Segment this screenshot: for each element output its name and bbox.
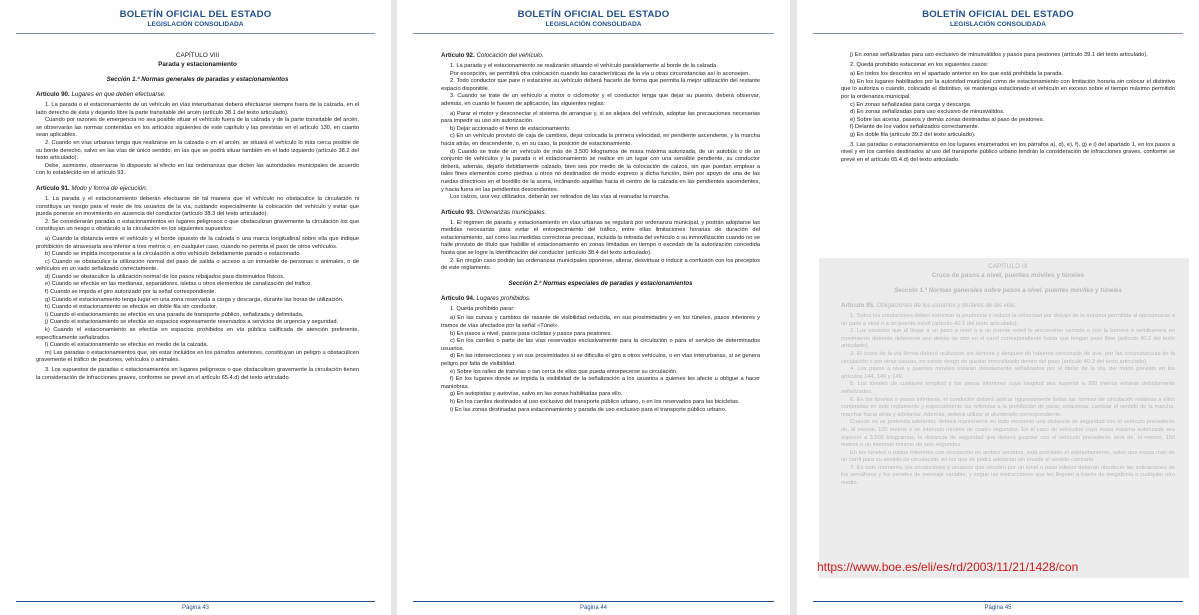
article-title: Lugares prohibidos.	[476, 294, 531, 302]
article-heading	[441, 52, 760, 60]
article-number: Artículo 94.	[441, 294, 475, 302]
paragraph: Debe, asimismo, observarse lo dispuesto al efecto en las ordenanzas que dicten las autoridades municipales de acuerdo con lo establecido en el artículo 93.	[36, 162, 359, 177]
paragraph: 2. Todo conductor que pare o estacione su vehículo deberá hacerlo de forma que permita la mejor utilización del restante espacio disponible.	[441, 78, 760, 92]
list-item: g) En doble fila (artículo 39.2 del texto articulado).	[850, 131, 976, 138]
header-subtitle: LEGISLACIÓN CONSOLIDADA	[147, 21, 244, 28]
paragraph: Cuando no se pretenda adelantar, deberá mantenerse en todo momento una distancia de seguridad con el vehículo precedente de, al menos, 100 metros o un intervalo mínimo de cuatro segundos. En el caso de vehículos cuya masa máxima autorizada sea superior a 3.500 kilogramos, la distancia de seguridad que deberá guardar con el vehículo precedente será de, al menos, 150 metros o un intervalo mínimo de seis segundos.	[841, 419, 1175, 449]
list-item: e) Sobre los raíles de tranvías o tan cerca de ellos que pueda entorpecerse su circulación.	[450, 368, 678, 375]
list-item: a) En todos los descritos en el apartado anterior en los que está prohibida la parada.	[850, 71, 1064, 78]
article-number: Artículo 91.	[36, 184, 70, 192]
chapter-title: Parada y estacionamiento	[158, 61, 237, 68]
list-item: i) En las zonas destinadas para estacionamiento y parada de uso exclusivo para el transporte público urbano.	[450, 406, 727, 413]
paragraph: En los túneles o pasos inferiores con circulación en ambos sentidos, está prohibido el adelantamiento, salvo que exista más de un carril para su sentido de circulación, en los que se podrá adelantar sin invadir el sentido contrario.	[841, 449, 1175, 464]
list-item: h) Cuando el estacionamiento se efectúe en doble fila sin conductor.	[45, 304, 218, 311]
article-title: Obligaciones de los usuarios y titulares de las vías.	[876, 302, 1017, 309]
list-item: f) En los lugares donde se impida la visibilidad de la señalización a los usuarios a quienes les afecte u obligue a hacer maniobras.	[441, 376, 760, 390]
page-body	[841, 52, 1175, 258]
list-item: l) Cuando el estacionamiento se efectúe en medio de la calzada.	[45, 342, 209, 349]
section-heading: Sección 1.ª Normas generales de paradas y estacionamientos	[106, 76, 289, 83]
paragraph: Los calzos, una vez utilizados, deberán ser retirados de las vías al reanudar la marcha.	[450, 194, 670, 201]
paragraph: 3. El cruce de la vía férrea deberá realizarse sin demora y después de haberse cerciorado de que, por las circunstancias de la circulación o por otras causas, no existe riesgo de quedar inmovilizado dentro del paso (artículo 40.3 del texto articulado).	[841, 350, 1175, 365]
paragraph: 3. Los supuestos de paradas o estacionamientos en lugares peligrosos o que obstaculicen gravemente la circulación tienen la consideración de infracciones graves, conforme se prevé en el artículo 65.4.d) del texto articulado.	[36, 367, 359, 381]
paragraph: 2. Se considerarán paradas o estacionamientos en lugares peligrosos o que obstaculizan gravemente la circulación los que constituyan un riesgo u obstáculo a la circulación en los siguientes supuestos:	[36, 218, 359, 233]
page-body	[36, 46, 359, 595]
article-number: Artículo 90.	[36, 91, 70, 98]
list-item: a) En las curvas y cambios de rasante de visibilidad reducida, en sus proximidades y en los túneles, pasos inferiores y tramos de vías afectados por la señal «Túnel».	[441, 315, 760, 330]
paragraph: 1. Queda prohibido parar:	[450, 305, 515, 312]
page-header	[397, 9, 790, 29]
list-item: j) Cuando el estacionamiento se efectúe en espacios expresamente reservados a servicios de urgencia y seguridad.	[45, 319, 339, 326]
list-item: h) En los carriles destinados al uso exclusivo del transporte público urbano, o en los reservados para las bicicletas.	[450, 398, 740, 405]
section-heading: Sección 1.ª Normas generales sobre pasos a nivel, puentes móviles y túneles	[894, 287, 1122, 294]
article-heading	[841, 302, 1175, 310]
paragraph: 1. El régimen de parada y estacionamiento en vías urbanas se regulará por ordenanza municipal, y podrán adoptarse las medidas necesarias para evitar el entorpecimiento del tráfico, entre ellas limitaciones horarias de duración del estacionamiento, así como las medidas correctoras precisas, incluida la retirada del vehículo o su inmovilización cuando no se halle provisto de título que habilite el estacionamiento en zonas limitadas en tiempo o excedan de la autorización concedida hasta que se logre la identificación del conductor (artículo 38.4 del texto articulado).	[441, 219, 760, 257]
page-gutter	[790, 0, 797, 615]
page-number: Página 44	[579, 605, 608, 611]
footer-divider	[813, 601, 1183, 602]
header-divider	[413, 33, 774, 34]
list-item: a) Cuando la distancia entre el vehículo y el borde opuesto de la calzada o una marca longitudinal sobre ella que indique prohibición de atravesarla sea inferior a tres metros o, en cualquier caso, cuando no permita el paso de otros vehículos.	[36, 235, 359, 250]
header-subtitle: LEGISLACIÓN CONSOLIDADA	[950, 21, 1046, 28]
list-item: e) Cuando se efectúe en las medianas, separadores, isletas u otros elementos de canalización del tráfico.	[45, 281, 312, 288]
header-title: BOLETÍN OFICIAL DEL ESTADO	[922, 9, 1074, 20]
paragraph: 2. En ningún caso podrán las ordenanzas municipales oponerse, alterar, desvirtuar o inducir a confusión con los preceptos de este reglamento.	[441, 257, 760, 272]
list-item: e) Sobre las aceras, paseos y demás zonas destinadas al paso de peatones.	[850, 116, 1045, 123]
list-item: f) Delante de los vados señalizados correctamente.	[850, 124, 980, 131]
paragraph: 4. Los pasos a nivel y puentes móviles estarán debidamente señalizados por el titular de la vía, del modo previsto en los artículos 144, 149 y 149.	[841, 366, 1175, 380]
header-divider	[813, 33, 1183, 34]
list-item: c) Cuando se obstaculice la utilización normal del paso de salida o acceso a un inmueble de personas o animales, o de vehículos en un vado señalizado correctamente.	[36, 258, 359, 273]
article-title: Lugares en que deben efectuarse.	[71, 91, 166, 98]
article-title: Modo y forma de ejecución.	[71, 184, 148, 192]
chapter-title: Cruce de pasos a nivel, puentes móviles y túneles	[931, 272, 1085, 279]
page-45	[797, 0, 1199, 615]
list-item: j) En zonas señalizadas para uso exclusivo de minusválidos y pasos para peatones (artículo 39.1 del texto articulado).	[850, 52, 1148, 58]
header-subtitle: LEGISLACIÓN CONSOLIDADA	[545, 21, 642, 28]
paragraph: Por excepción, se permitirá otra colocación cuando las características de la vía u otras circunstancias así lo aconsejen.	[450, 70, 751, 77]
chapter-label: CAPÍTULO IX	[988, 263, 1028, 270]
page-43	[0, 0, 391, 615]
list-item: g) Cuando el estacionamiento tenga lugar en una zona reservada a carga y descarga, durante las horas de utilización.	[45, 296, 344, 303]
list-item: b) Cuando se impida incorporarse a la circulación a otro vehículo debidamente parado o estacionado.	[45, 251, 302, 258]
chapter-label: CAPÍTULO VIII	[175, 52, 220, 59]
source-url: https://www.boe.es/eli/es/rd/2003/11/21/1428/con	[817, 560, 1079, 574]
footer-divider	[413, 601, 774, 602]
article-number: Artículo 95.	[841, 302, 875, 309]
paragraph: 1. La parada o el estacionamiento de un vehículo en vías interurbanas deberá efectuarse siempre fuera de la calzada, en el lado derecho de ésta y dejando libre la parte transitable del arcén (artículo 38.1 del texto articulado).	[36, 102, 359, 116]
footer-divider	[16, 601, 375, 602]
paragraph: 1. La parada y el estacionamiento deberán efectuarse de tal manera que el vehículo no obstaculice la circulación ni constituya un riesgo para el resto de los usuarios de la vía, cuidando especialmente la colocación del vehículo y evitar que pueda ponerse en movimiento en ausencia del conductor (artículo 38.3 del texto articulado).	[36, 195, 359, 218]
page-body	[441, 52, 760, 595]
list-item: g) En autopistas y autovías, salvo en las zonas habilitadas para ello.	[450, 391, 623, 398]
header-divider	[16, 33, 375, 34]
article-number: Artículo 92.	[441, 52, 475, 59]
paragraph: 2. Queda prohibido estacionar en los siguientes casos:	[850, 61, 989, 68]
paragraph: 3. Cuando se trate de un vehículo a motor o ciclomotor y el conductor tenga que dejar su puesto, deberá observar, además, en cuanto le fuesen de aplicación, las siguientes reglas:	[441, 93, 760, 107]
article-title: Colocación del vehículo.	[476, 52, 544, 59]
article-heading	[441, 209, 760, 217]
list-item: b) En los lugares habilitados por la autoridad municipal como de estacionamiento con limitación horaria sin colocar el distintivo que lo autoriza o cuando, colocado el distintivo, se mantenga estacionado el vehículo en exceso sobre el tiempo máximo permitido por la ordenanza municipal.	[841, 78, 1175, 100]
paragraph: 1. La parada y el estacionamiento se realizarán situando el vehículo paralelamente al borde de la calzada.	[450, 63, 718, 69]
list-item: d) Cuando se obstaculice la utilización normal de los pasos rebajados para disminuidos físicos.	[45, 273, 285, 280]
article-heading	[441, 295, 760, 303]
list-item: f) Cuando se impida el giro autorizado por la señal correspondiente.	[45, 289, 217, 296]
paragraph: 6. En los túneles o pasos inferiores, el conductor deberá aplicar rigurosamente todas las normas de circulación relativas a ellos contenidas en este reglamento y especialmente las referidas a la prohibición de parar, estacionar, cambiar el sentido de la marcha, marchar hacia atrás y adelantar. Además, deberá utilizar el alumbrado correspondiente.	[841, 396, 1175, 418]
list-item: b) En pasos a nivel, pasos para ciclistas y pasos para peatones.	[450, 330, 612, 337]
list-item: d) En zonas señalizadas para uso exclusivo de minusválidos.	[850, 109, 1005, 116]
paragraph: 2. Los usuarios que al llegar a un paso a nivel o a un puente móvil lo encuentren cerrado o con la barrera o semibarrera en movimiento deberán detenerse uno detrás de otro en el carril correspondiente hasta que tengan paso libre (artículo 40.2 del texto articulado).	[841, 328, 1175, 350]
section-heading: Sección 2.ª Normas especiales de paradas y estacionamientos	[508, 279, 693, 287]
page-number: Página 45	[984, 605, 1012, 611]
list-item: a) Parar el motor y desconectar el sistema de arranque y, si se alejara del vehículo, adoptar las precauciones necesarias para impedir su uso sin autorización.	[441, 110, 760, 125]
article-number: Artículo 93.	[441, 208, 475, 216]
paragraph: 7. En todo momento, los conductores y usuarios que circulen por un túnel o paso inferior deberán obedecer las indicaciones de los semáforos y los paneles de mensaje variable, y seguir las instrucciones que les lleguen a través de megafonía o cualquier otro medio.	[841, 464, 1175, 487]
article-heading	[36, 91, 359, 99]
list-item: d) Cuando se trate de un vehículo de más de 3.500 kilogramos de masa máxima autorizada, de un autobús o de un conjunto de vehículos y la parada o el estacionamiento se realice en un lugar con una sensible pendiente, su conductor deberá, además, dejarlo debidamente calzado, bien sea por medio de la colocación de calzos, sin que puedan emplear a tales fines elementos como piedras u otros no destinados de modo expreso a dicha función, bien por apoyo de una de las ruedas directrices en el bordillo de la acera, inclinando aquéllas hacia el centro de la calzada en las pendientes ascendentes, y hacia fuera en las pendientes descendentes.	[441, 148, 760, 193]
paragraph: 3. Las paradas o estacionamientos en los lugares enumerados en los párrafos a), d), e), f), g) e i) del apartado 1, en los pasos a nivel y en los carriles destinados al uso del transporte público urbano tendrán la consideración de infracciones graves, conforme se prevé en el artículo 65.4.d) del texto articulado.	[841, 141, 1175, 163]
paragraph: Cuando por razones de emergencia no sea posible situar el vehículo fuera de la calzada y de la parte transitable del arcén, se observarán las normas contenidas en los artículos siguientes de este capítulo y las previstas en el artículo 130, en cuanto sean aplicables.	[36, 117, 359, 139]
paragraph: 2. Cuando en vías urbanas tenga que realizarse en la calzada o en el arcén, se situará el vehículo lo más cerca posible de su borde derecho, salvo en las vías de único sentido, en las que se podrá situar también en el lado izquierdo (artículo 38.2 del texto articulado).	[36, 139, 359, 162]
page-header	[797, 9, 1199, 29]
list-item: d) En las intersecciones y en sus proximidades si se dificulta el giro a otros vehículos, o en vías interurbanas, si se genera peligro por falta de visibilidad.	[441, 353, 760, 367]
list-item: c) En zonas señalizadas para carga y descarga.	[850, 101, 972, 108]
header-title: BOLETÍN OFICIAL DEL ESTADO	[119, 9, 272, 20]
list-item: k) Cuando el estacionamiento se efectúe en espacios prohibidos en vía pública calificada de atención preferente, específicamente señalizados.	[36, 327, 359, 341]
page-number: Página 43	[181, 605, 210, 611]
paragraph: 1. Todos los conductores deben extremar la prudencia y reducir la velocidad por debajo de la máxima permitida al aproximarse a un paso a nivel o a un puente móvil (artículo 40.1 del texto articulado).	[841, 313, 1175, 327]
list-item: b) Dejar accionado el freno de estacionamiento.	[450, 125, 571, 132]
article-title: Ordenanzas municipales.	[476, 208, 547, 216]
list-item: i) Cuando el estacionamiento se efectúe en una parada de transporte público, señalizada y delimitada.	[45, 311, 304, 318]
header-title: BOLETÍN OFICIAL DEL ESTADO	[517, 9, 670, 20]
page-44	[397, 0, 790, 615]
list-item: c) En los carriles o parte de las vías reservados exclusivamente para la circulación o para el servicio de determinados usuarios.	[441, 338, 760, 352]
list-item: c) En un vehículo provisto de caja de cambios, dejar colocada la primera velocidad, en pendiente ascendente, y la marcha hacia atrás, en descendente, o, en su caso, la posición de estacionamiento.	[441, 133, 760, 147]
page-header	[0, 9, 391, 29]
article-heading	[36, 185, 359, 193]
paragraph: 5. Los túneles de cualquier longitud y los pasos inferiores cuya longitud sea superior a 200 metros estarán debidamente señalizados.	[841, 381, 1175, 395]
list-item: m) Las paradas o estacionamientos que, sin estar incluidos en los párrafos anteriores, constituyan un peligro u obstaculicen gravemente el tráfico de peatones, vehículos o animales.	[36, 349, 359, 364]
faded-body	[841, 262, 1175, 577]
